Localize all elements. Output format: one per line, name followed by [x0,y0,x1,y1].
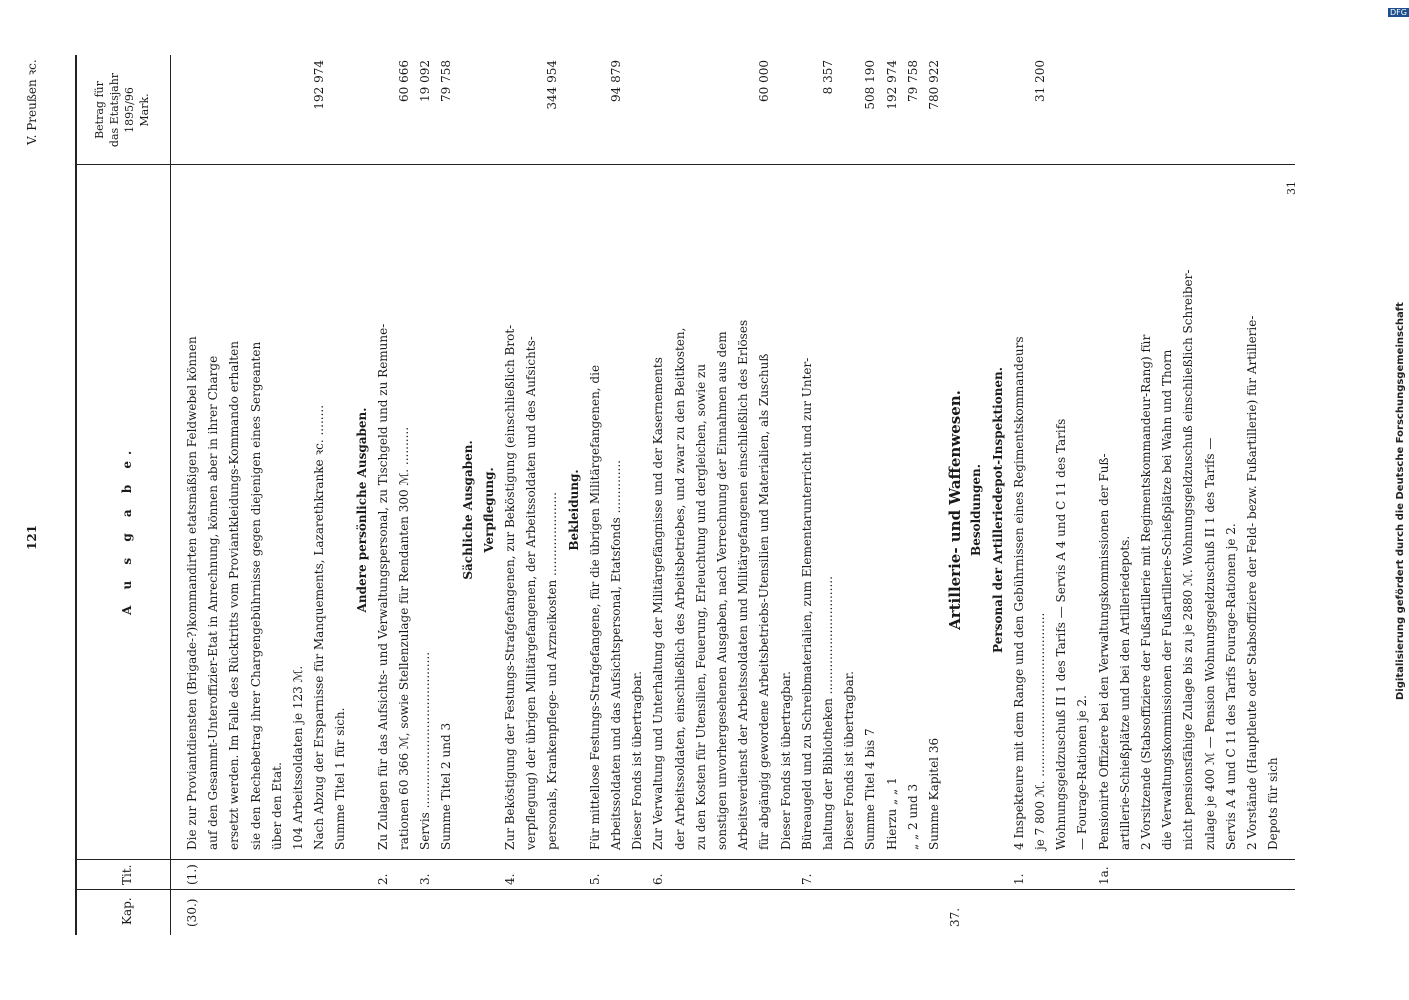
col-betrag-2: das Etatsjahr [108,72,121,148]
row-text: Servis ......................................... [418,651,433,850]
row-tit: 3. [418,873,433,885]
row-kap: (30.) [185,898,199,927]
row-text: Für mittellose Festungs-Strafgefangene, für die übrigen Militärgefangenen, die [587,364,602,850]
row-text: Zur Beköstigung der Festungs-Strafgefangenen, zur Beköstigung (einschließlich Brot- [503,324,517,850]
row-text: rationen 60 366 ℳ, sowie Stellenzulage für Rendanten 300 ℳ. .......... [397,426,411,850]
row-text: Servis A 4 und C 11 des Tarifs Fourage-Rationen je 2. [1223,523,1238,850]
row-text: Summe Titel 1 für sich. [333,707,348,850]
row-text: 2 Vorstände (Hauptleute oder Stabsoffiziere der Feld- bezw. Fußartillerie) für Artillerie- [1245,315,1259,850]
digitization-note: Digitalisierung gefördert durch die Deutsche Forschungsgemeinschaft [1395,302,1406,700]
row-amount: 508 190 [863,60,878,110]
rotated-content [0,35,1300,965]
amount-col-rule [75,164,1295,165]
row-text: Depots für sich [1266,757,1281,850]
row-tit: (1.) [185,864,199,885]
row-tit: 1a. [1096,866,1111,885]
row-text: Artillerie- und Waffenwesen. [946,390,965,630]
row-tit: 1. [1011,873,1026,885]
row-text: „ „ 2 und 3 [905,783,920,850]
row-amount: 31 200 [1033,60,1047,102]
row-text: artillerie-Schießplätze und bei den Artilleriedepots. [1117,535,1132,850]
row-amount: 192 974 [312,60,327,110]
row-text: — Fourage-Rationen je 2. [1075,695,1090,850]
row-text: die Verwaltungskommissionen der Fußartillerie-Schießplätze bei Wahn und Thorn [1160,349,1175,850]
signature-mark: 31 [1285,181,1298,195]
row-tit: 2. [375,873,390,885]
tit-col-rule [75,859,1295,860]
row-text: je 7 800 ℳ. ........................................... [1033,612,1047,850]
row-text: Bekleidung. [566,469,581,551]
header-rule [170,55,171,935]
row-text: sonstigen unvorhergesehenen Ausgaben, nach Verrechnung der Einnahmen aus dem [715,331,729,850]
row-text: Arbeitsverdienst der Arbeitssoldaten und Militärgefangenen einschließlich des Erlöses [736,319,751,850]
row-tit: 5. [587,873,602,885]
row-text: personals, Krankenpflege- und Arzneikosten ...................... [545,492,560,850]
row-text: Besoldungen. [969,464,984,556]
row-amount: 79 758 [439,60,454,102]
row-text: Summe Titel 4 bis 7 [863,728,878,850]
row-text: Andere persönliche Ausgaben. [354,407,369,613]
row-amount: 79 758 [905,60,920,102]
col-tit: Tit. [120,864,134,885]
row-text: haltung der Bibliotheken ............................... [821,576,835,850]
row-text: Zur Verwaltung und Unterhaltung der Militärgefängnisse und der Kasernements [651,357,666,850]
row-text: nicht pensionsfähige Zulage bis zu je 2880 ℳ. Wohnungsgeldzuschuß einschließlich Schreiber- [1181,269,1196,850]
row-tit: 6. [651,873,666,885]
row-text: Dieser Fonds ist übertragbar. [630,671,645,850]
row-text: 4 Inspekteure mit dem Range und den Gebührnissen eines Regimentskommandeurs [1011,336,1026,850]
row-text: der Arbeitssoldaten, einschließlich des Arbeitsbetriebes, und zwar zu den Beitkosten, [672,327,687,850]
row-text: Hierzu „ „ 1 [884,777,899,850]
row-tit: 4. [503,873,517,885]
row-text: 104 Arbeitssoldaten je 123 ℳ. [291,665,305,850]
row-text: Nach Abzug der Ersparnisse für Manquements, Lazarethkranke ꝛc. ........ [312,404,327,850]
row-text: für abgängig gewordene Arbeitsbetriebs-Utensilien und Materialien, als Zuschuß [757,353,772,850]
running-title: V. Preußen ꝛc. [25,59,39,145]
row-amount: 780 922 [927,60,941,110]
row-amount: 344 954 [545,60,560,110]
col-betrag-4: Mark. [138,93,151,127]
row-text: sie den Rechebetrag ihrer Chargengebührnisse gegen diejenigen eines Sergeanten [248,341,263,850]
row-text: zulage je 400 ℳ — Pension Wohnungsgeldzuschuß II 1 des Tarifs — [1202,437,1217,850]
row-amount: 8 357 [821,60,835,95]
row-text: Personal der Artilleriedepot-Inspektionen. [990,367,1005,653]
col-kap: Kap. [120,897,134,925]
row-text: ersetzt werden. Im Falle des Rücktritts vom Proviantkleidungs-Kommando erhalten [227,341,242,850]
page-number: 121 [25,524,39,550]
row-text: Dieser Fonds ist übertragbar. [842,671,857,850]
dfg-logo: DFG [1390,8,1407,17]
row-text: Summe Kapitel 36 [927,737,941,850]
row-tit: 7. [799,873,814,885]
row-amount: 192 974 [884,60,899,110]
row-text: 2 Vorsitzende (Stabsoffiziere der Fußartillerie mit Regimentskommandeur-Rang) für [1139,334,1153,850]
row-text: verpflegung) der übrigen Militärgefangenen, der Arbeitssoldaten und des Aufsichts- [524,336,539,850]
row-amount: 60 666 [397,60,411,102]
col-betrag-1: Betrag für [93,81,106,139]
row-text: Die zur Proviantdiensten (Brigade-?)kommandirten etatsmäßigen Feldwebel können [185,336,199,850]
row-text: zu den Kosten für Utensilien, Feuerung, Erleuchtung und dergleichen, sowie zu [693,363,708,850]
section-title: A u s g a b e. [120,444,134,615]
row-text: Arbeitssoldaten und das Aufsichtspersonal, Etatsfonds .............. [609,460,623,850]
row-amount: 60 000 [757,60,772,102]
row-amount: 94 879 [609,60,623,102]
row-text: Zu Zulagen für das Aufsichts- und Verwaltungspersonal, zu Tischgeld und zu Remune- [375,323,390,850]
row-text: Pensionirte Offiziere bei den Verwaltungskommissionen der Fuß- [1096,453,1111,850]
row-text: Wohnungsgeldzuschuß II 1 des Tarifs — Servis A 4 und C 11 des Tarifs [1054,418,1069,850]
row-text: Summe Titel 2 und 3 [439,722,454,850]
row-text: Dieser Fonds ist übertragbar. [778,671,793,850]
row-text: Verpflegung. [481,467,496,553]
top-rule [75,55,77,935]
row-text: über den Etat. [269,762,284,850]
row-text: Sächliche Ausgaben. [460,440,475,580]
row-amount: 19 092 [418,60,433,102]
row-text: Büreaugeld und zu Schreibmaterialien, zum Elementarunterricht und zur Unter- [799,357,814,850]
row-text: auf den Gesammt-Unteroffizier-Etat in Anrechnung, können aber in ihrer Charge [206,355,221,850]
row-kap: 37. [948,907,963,927]
col-betrag-3: 1895/96 [123,87,136,133]
kap-col-rule [75,889,1295,890]
